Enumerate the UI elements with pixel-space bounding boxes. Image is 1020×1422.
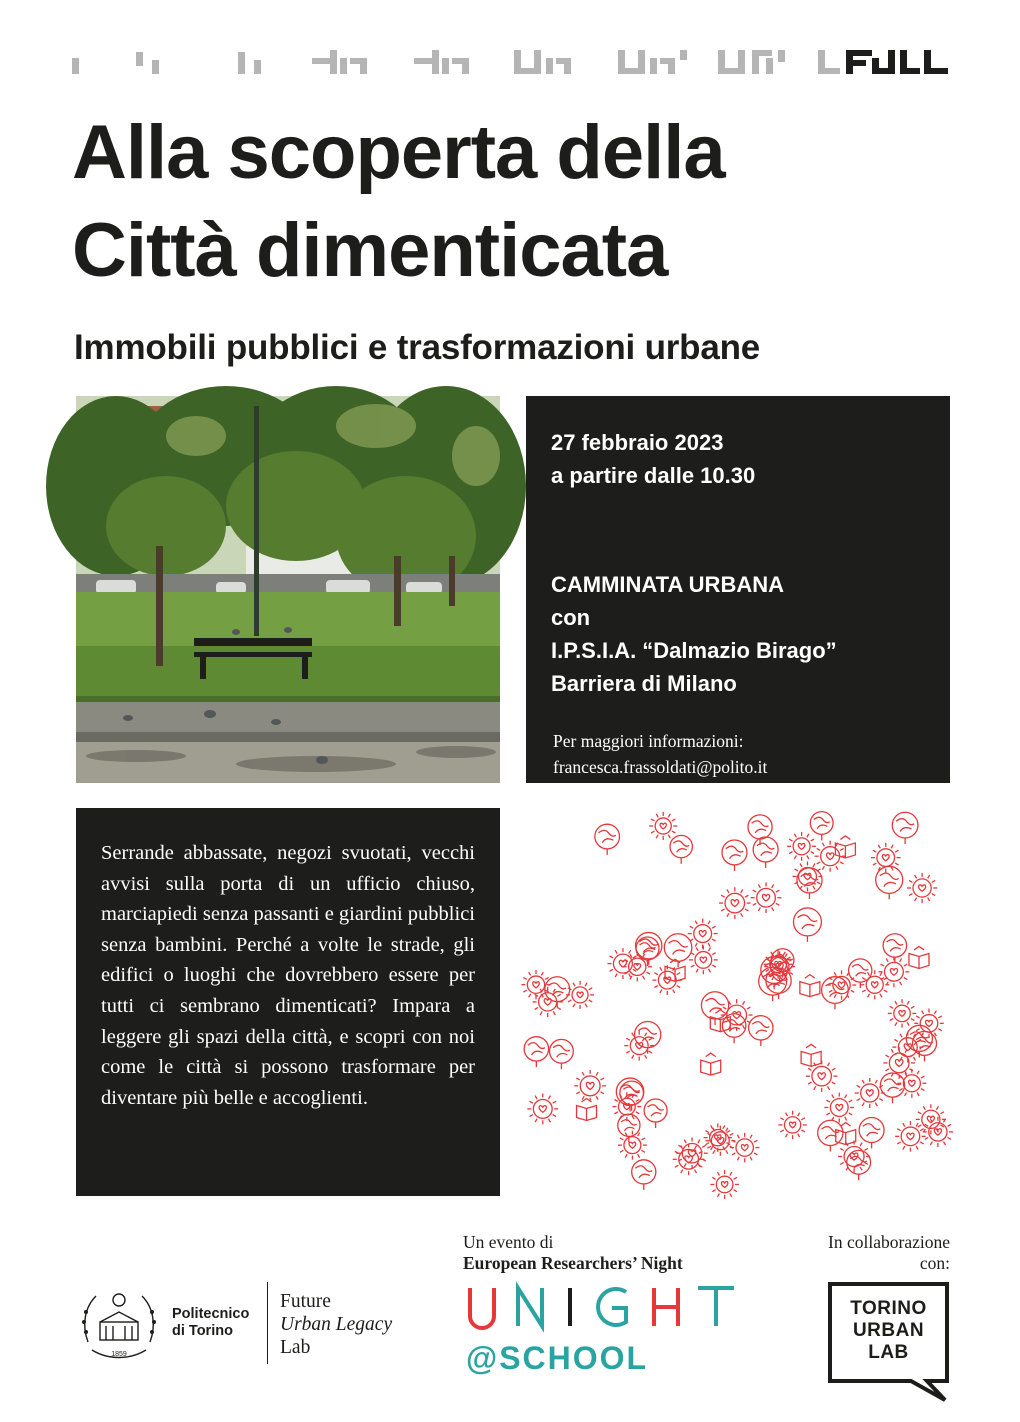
event-info-panel	[526, 396, 950, 783]
globe-icon	[632, 1160, 656, 1190]
tul-line-3: LAB	[868, 1342, 909, 1363]
globe-icon	[810, 812, 833, 841]
heart-sun-icon	[574, 1070, 606, 1102]
globe-icon	[595, 824, 620, 855]
full-lab-name	[280, 1290, 392, 1359]
collab-line-1: In collaborazione	[828, 1232, 950, 1252]
globe-icon	[753, 837, 778, 868]
event-district: Barriera di Milano	[551, 671, 737, 696]
event-school: I.P.S.I.A. “Dalmazio Birago”	[551, 638, 837, 663]
heart-sun-icon	[623, 952, 652, 981]
heart-sun-icon	[778, 1111, 806, 1139]
school-logo-text: @SCHOOL	[466, 1340, 649, 1376]
full-logo	[846, 50, 948, 74]
heart-sun-icon	[907, 873, 937, 903]
heart-sun-icon	[824, 1093, 854, 1123]
contact-email[interactable]: francesca.frassoldati@polito.it	[553, 757, 768, 777]
globe-icon	[859, 1118, 884, 1149]
svg-text:FULL: FULL	[952, 78, 955, 79]
title-line-1: Alla scoperta della	[72, 110, 725, 195]
globe-icon	[664, 934, 692, 968]
heart-sun-icon	[751, 882, 782, 913]
page-title	[72, 104, 962, 300]
heart-sun-icon	[527, 1093, 558, 1124]
heart-sun-icon	[689, 946, 718, 975]
heart-sun-icon	[566, 981, 594, 1009]
globe-icon	[892, 812, 918, 844]
torino-urban-lab-text	[830, 1298, 947, 1364]
book-icon	[801, 1044, 821, 1066]
event-with: con	[551, 605, 591, 630]
collaboration-block	[760, 1232, 950, 1274]
polito-line-2: di Torino	[172, 1323, 233, 1339]
event-of-block	[463, 1232, 683, 1274]
polito-year: 1859	[111, 1351, 127, 1358]
collab-line-2: con:	[919, 1253, 950, 1273]
globe-icon	[550, 1039, 574, 1069]
polito-line-1: Politecnico	[172, 1306, 250, 1322]
tul-line-1: TORINO	[850, 1298, 927, 1319]
full-line-1: Future	[280, 1291, 331, 1312]
book-icon	[800, 975, 820, 997]
park-photo	[76, 396, 500, 783]
heart-sun-icon	[649, 812, 677, 840]
heart-sun-icon	[719, 887, 751, 919]
globe-icon	[748, 815, 772, 845]
unight-logo	[466, 1282, 756, 1332]
heart-sun-icon	[688, 919, 718, 949]
heart-sun-icon	[787, 832, 816, 861]
more-info-label: Per maggiori informazioni:	[553, 731, 744, 751]
event-date: 27 febbraio 2023	[551, 430, 724, 455]
icon-pattern	[526, 808, 950, 1196]
heart-sun-icon	[710, 1170, 739, 1199]
politecnico-name	[172, 1306, 249, 1340]
event-of-name: European Researchers’ Night	[463, 1253, 683, 1273]
svg-text:UNIGHT: UNIGHT	[466, 1331, 506, 1332]
book-icon	[577, 1098, 597, 1120]
globe-icon	[749, 1016, 773, 1046]
tul-line-2: URBAN	[852, 1320, 925, 1341]
description-panel	[76, 808, 500, 1196]
event-of-label: Un evento di	[463, 1232, 554, 1252]
politecnico-seal-icon	[78, 1286, 160, 1364]
event-date-block	[551, 426, 755, 492]
full-line-3: Lab	[280, 1337, 311, 1358]
full-line-2: Urban Legacy	[280, 1314, 393, 1335]
globe-icon	[722, 840, 747, 871]
book-icon	[835, 836, 855, 858]
globe-icon	[644, 1099, 667, 1128]
event-type: CAMMINATA URBANA	[551, 572, 784, 597]
globe-icon	[818, 1120, 843, 1151]
page-subtitle: Immobili pubblici e trasformazioni urbane	[74, 328, 761, 367]
footer-divider	[267, 1282, 268, 1364]
top-logo-strip	[72, 44, 955, 80]
globe-icon	[524, 1037, 548, 1067]
globe-icon	[913, 1031, 937, 1061]
globe-icon	[793, 908, 821, 942]
description-text: Serrande abbassate, negozi svuotati, vecchi avvisi sulla porta di un ufficio chiuso, marciapiedi senza passanti e giardini pubblici senza bambini. Perché a volte le strade, gli edifici o luoghi che dovrebbero essere per tutti ci sembrano dimenticati? Impara a leggere gli spazi della città, e scopri con noi come le città si possono trasformare per diventare più belle e accoglienti.	[101, 842, 475, 1109]
heart-sun-icon	[888, 999, 916, 1027]
globe-icon	[670, 835, 692, 863]
school-logo	[466, 1340, 648, 1376]
event-time: a partire dalle 10.30	[551, 463, 756, 488]
book-icon	[909, 946, 929, 968]
book-icon	[836, 1123, 856, 1145]
heart-sun-icon	[730, 1133, 759, 1162]
title-line-2: Città dimenticata	[72, 208, 668, 293]
globe-icon	[876, 866, 903, 899]
more-info	[553, 728, 767, 780]
book-icon	[701, 1053, 721, 1075]
event-details	[551, 568, 837, 700]
globe-icon	[906, 1025, 932, 1057]
heart-sun-icon	[624, 1031, 654, 1061]
